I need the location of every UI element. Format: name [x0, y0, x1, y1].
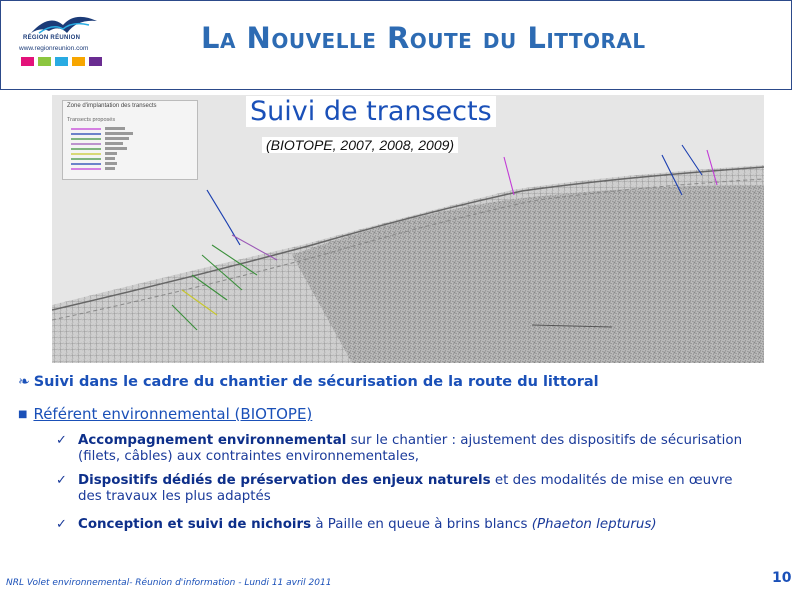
square-bullet-icon: ■ — [18, 409, 28, 420]
list-item — [56, 473, 746, 507]
fleuron-bullet-icon: ❧ — [18, 374, 30, 390]
legend-title: Zone d'implantation des transects — [67, 103, 157, 109]
slide-header — [0, 0, 792, 90]
legend-subtitle: Transects proposés — [67, 117, 116, 123]
list-item-bold: Accompagnement environnemental — [78, 433, 347, 448]
color-swatch — [55, 57, 68, 66]
page-number: 10 — [772, 570, 792, 586]
slide-subtitle: (BIOTOPE, 2007, 2008, 2009) — [262, 137, 458, 153]
color-swatch — [21, 57, 34, 66]
list-item-rest: et des modalités de mise en œuvre des travaux les plus adaptés — [78, 473, 733, 504]
list-item-rest: sur le chantier : ajustement des dispositifs de sécurisation (filets, câbles) aux contraintes environnementales, — [78, 433, 743, 464]
sub-bullet-text: Référent environnemental (BIOTOPE) — [33, 405, 313, 423]
slide-title: Suivi de transects — [246, 96, 496, 127]
color-swatch — [89, 57, 102, 66]
species-name: (Phaeton lepturus) — [531, 517, 657, 532]
main-bullet-text: Suivi dans le cadre du chantier de sécurisation de la route du littoral — [33, 374, 599, 390]
list-item — [56, 517, 746, 551]
checkmark-icon: ✓ — [56, 517, 67, 532]
list-item-bold: Dispositifs dédiés de préservation des enjeux naturels — [78, 473, 491, 488]
legend-swatch-graphic — [63, 101, 197, 179]
color-swatch — [72, 57, 85, 66]
color-swatch — [38, 57, 51, 66]
brand-title: La Nouvelle Route du Littoral — [201, 21, 646, 55]
slide-footer: NRL Volet environnemental- Réunion d'information - Lundi 11 avril 2011 — [6, 578, 332, 588]
map-legend — [62, 100, 198, 180]
list-item-rest: à Paille en queue à brins blancs — [311, 517, 532, 532]
list-item-text — [78, 433, 746, 465]
logo-region-text: RÉGION RÉUNION — [23, 35, 81, 41]
checkmark-icon: ✓ — [56, 433, 67, 448]
list-item-text — [78, 473, 746, 505]
color-swatches — [21, 57, 102, 66]
list-item-bold: Conception et suivi de nichoirs — [78, 517, 312, 532]
main-bullet — [18, 374, 599, 390]
seabird-logo-icon — [29, 11, 99, 37]
list-item — [56, 433, 746, 467]
checkmark-icon: ✓ — [56, 473, 67, 488]
logo-url-text: www.regionreunion.com — [19, 45, 89, 52]
list-item-text — [78, 517, 746, 533]
sub-bullet — [18, 405, 312, 423]
